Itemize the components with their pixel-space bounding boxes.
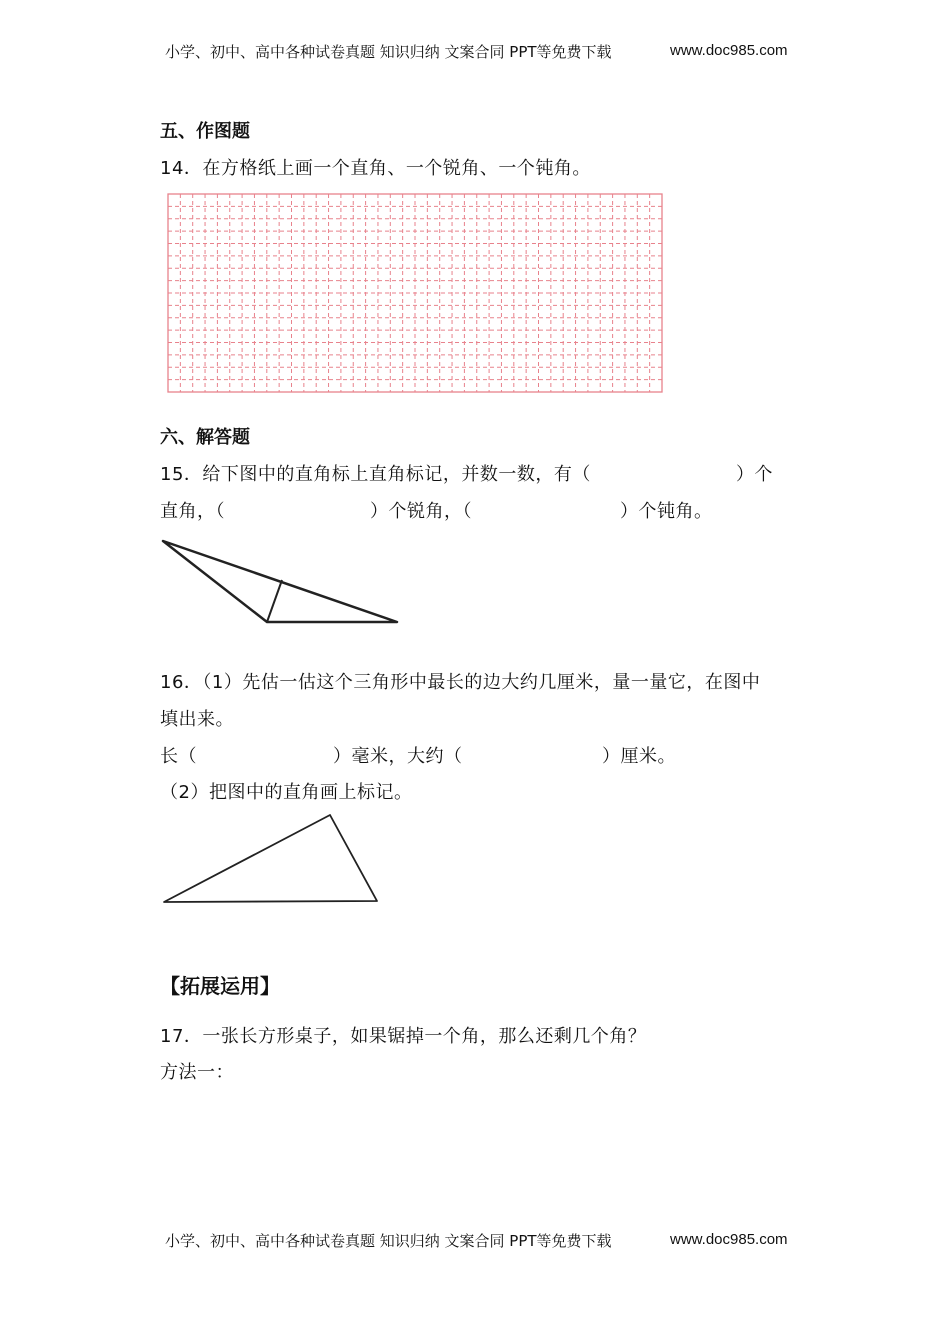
section-5-title: 五、作图题 xyxy=(160,121,250,142)
header-site: www.doc985.com xyxy=(670,42,788,59)
question-16-line1: 16．（1）先估一估这个三角形中最长的边大约几厘米，量一量它，在图中 xyxy=(160,672,761,693)
question-15-line1-a: 15．给下图中的直角标上直角标记，并数一数，有（ xyxy=(160,464,591,485)
question-16-line3-c: ）厘米。 xyxy=(602,746,676,767)
q15-height-line xyxy=(267,580,282,622)
question-15-line2-a: 直角，（ xyxy=(160,501,225,522)
q15-triangle-figure xyxy=(155,535,405,630)
q15-triangle xyxy=(163,541,397,622)
question-16-line3-b: ）毫米，大约（ xyxy=(333,746,463,767)
q16-triangle-figure xyxy=(155,808,390,908)
question-15-line2-b: ）个锐角，（ xyxy=(370,501,472,522)
header-text: 小学、初中、高中各种试卷真题 知识归纳 文案合同 PPT等免费下载 xyxy=(165,43,612,61)
question-15-line2-c: ）个钝角。 xyxy=(620,501,713,522)
question-16-line2: 填出来。 xyxy=(160,709,234,730)
q16-triangle xyxy=(164,815,377,902)
footer-text: 小学、初中、高中各种试卷真题 知识归纳 文案合同 PPT等免费下载 xyxy=(165,1232,612,1250)
extension-title: 【拓展运用】 xyxy=(160,974,280,998)
question-16-line4: （2）把图中的直角画上标记。 xyxy=(160,782,413,803)
section-6-title: 六、解答题 xyxy=(160,427,250,448)
footer-site: www.doc985.com xyxy=(670,1231,788,1248)
page-header xyxy=(165,41,612,62)
question-15-line1-b: ）个 xyxy=(736,464,773,485)
grid-paper[interactable] xyxy=(165,191,665,396)
question-16-line3-a: 长（ xyxy=(160,746,197,767)
page-footer xyxy=(165,1230,612,1251)
question-17-line1: 17．一张长方形桌子，如果锯掉一个角，那么还剩几个角？ xyxy=(160,1026,647,1047)
grid-dashed-lines xyxy=(168,194,662,392)
question-17-line2: 方法一： xyxy=(160,1062,234,1083)
question-14: 14．在方格纸上画一个直角、一个锐角、一个钝角。 xyxy=(160,158,591,179)
